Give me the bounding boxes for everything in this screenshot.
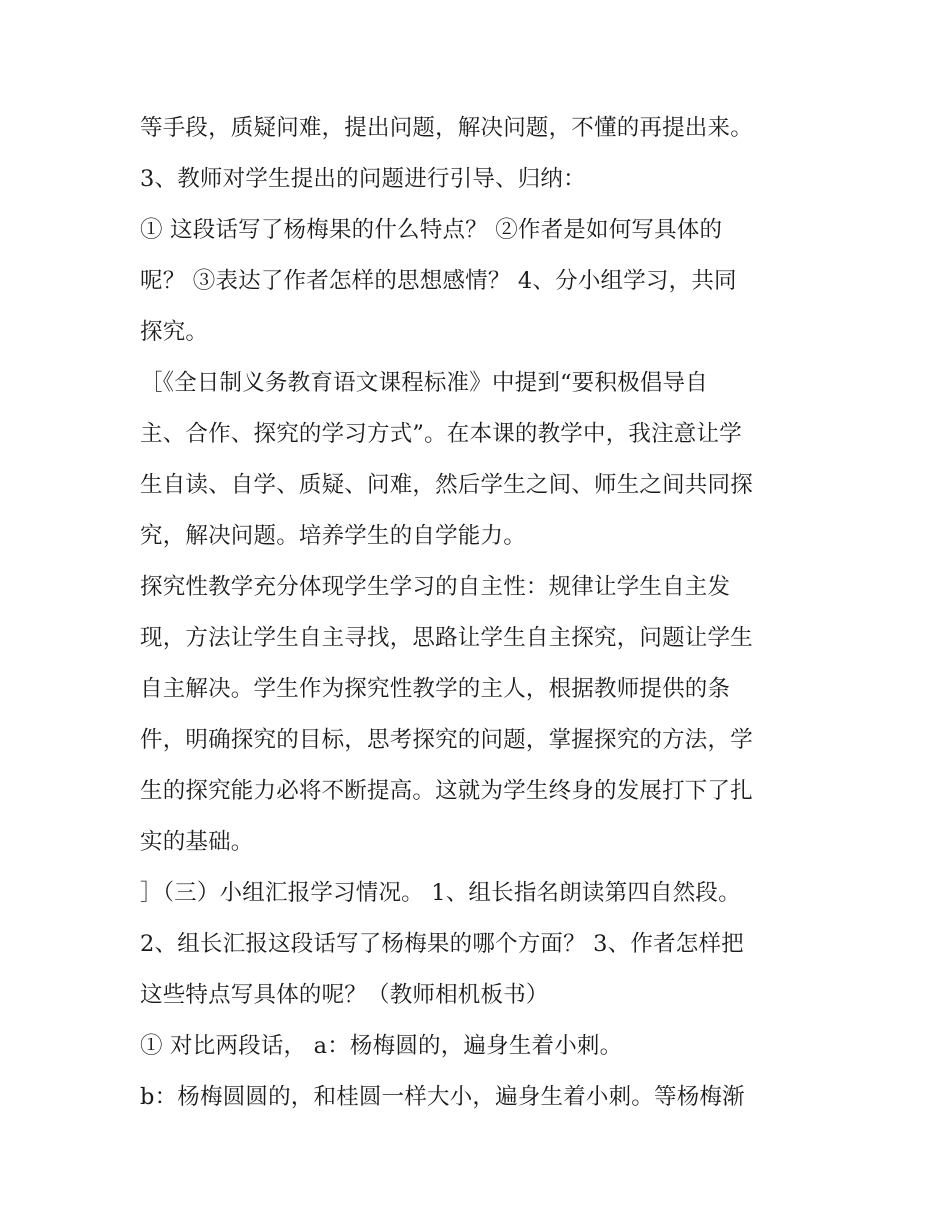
text-line-3: ① 这段话写了杨梅果的什么特点？ ②作者是如何写具体的	[140, 217, 723, 243]
text-line-7: 主、合作、探究的学习方式”。在本课的教学中，我注意让学	[140, 421, 742, 447]
text-line-20: b：杨梅圆圆的，和桂圆一样大小，遍身生着小刺。等杨梅渐	[140, 1084, 745, 1110]
text-line-2: 3、教师对学生提出的问题进行引导、归纳：	[140, 166, 586, 192]
body-text	[140, 103, 820, 1123]
text-line-9: 究，解决问题。培养学生的自学能力。	[140, 523, 526, 549]
text-line-17: 2、组长汇报这段话写了杨梅果的哪个方面？ 3、作者怎样把	[140, 931, 744, 957]
text-line-4: 呢？ ③表达了作者怎样的思想感情？ 4、分小组学习，共同	[140, 268, 737, 294]
text-line-8: 生自读、自学、质疑、问难，然后学生之间、师生之间共同探	[140, 472, 753, 498]
text-line-10: 探究性教学充分体现学生学习的自主性：规律让学生自主发	[140, 574, 731, 600]
text-line-15: 实的基础。	[140, 829, 254, 855]
text-line-5: 探究。	[140, 319, 209, 345]
text-line-6: ［《全日制义务教育语文课程标准》中提到“要积极倡导自	[140, 370, 708, 396]
text-line-16: ］（三）小组汇报学习情况。 1、组长指名朗读第四自然段。	[140, 880, 741, 906]
text-line-1: 等手段，质疑问难，提出问题，解决问题，不懂的再提出来。	[140, 115, 753, 141]
text-line-13: 件，明确探究的目标，思考探究的问题，掌握探究的方法，学	[140, 727, 753, 753]
text-line-11: 现，方法让学生自主寻找，思路让学生自主探究，问题让学生	[140, 625, 753, 651]
text-line-18: 这些特点写具体的呢？（教师相机板书）	[140, 982, 549, 1008]
text-line-12: 自主解决。学生作为探究性教学的主人，根据教师提供的条	[140, 676, 731, 702]
text-line-14: 生的探究能力必将不断提高。这就为学生终身的发展打下了扎	[140, 778, 753, 804]
text-line-19: ① 对比两段话， a：杨梅圆的，遍身生着小刺。	[140, 1033, 623, 1059]
